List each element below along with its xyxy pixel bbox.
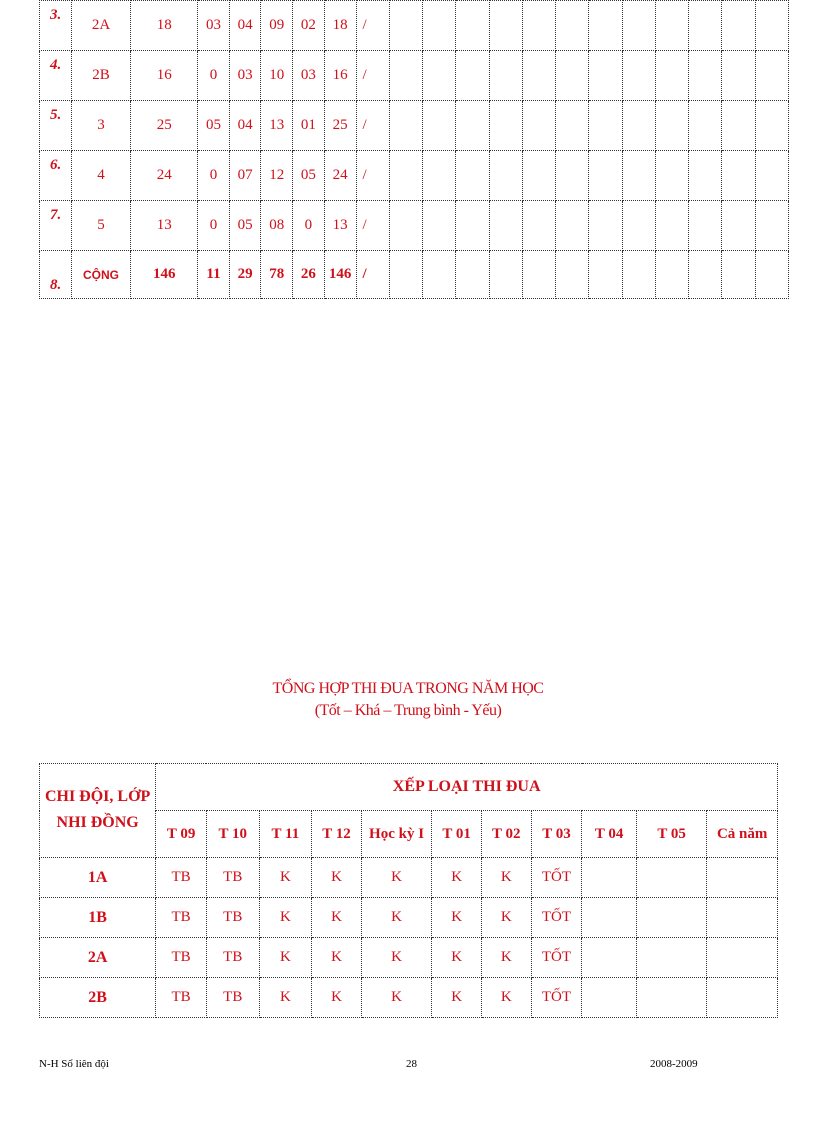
rating-cell: K xyxy=(259,938,312,978)
table-cell: 13 xyxy=(261,101,293,151)
column-header: T 10 xyxy=(206,811,259,858)
rating-cell: K xyxy=(481,938,531,978)
class-name-cell: 3 xyxy=(71,101,130,151)
class-statistics-table xyxy=(39,0,789,299)
rating-cell: K xyxy=(481,978,531,1018)
rating-cell: TB xyxy=(206,858,259,898)
empty-cell xyxy=(722,51,755,101)
rating-cell: TB xyxy=(156,978,207,1018)
table-cell: 05 xyxy=(229,201,261,251)
summary-heading xyxy=(0,678,816,722)
column-header: T 01 xyxy=(432,811,482,858)
empty-cell xyxy=(755,251,788,299)
column-header: T 09 xyxy=(156,811,207,858)
empty-cell xyxy=(722,1,755,51)
table-cell: 02 xyxy=(293,1,325,51)
group-header: XẾP LOẠI THI ĐUA xyxy=(156,764,778,811)
table-cell: 03 xyxy=(293,51,325,101)
rating-cell: K xyxy=(361,898,432,938)
rating-cell xyxy=(582,898,637,938)
empty-cell xyxy=(489,51,522,101)
table-row xyxy=(40,858,778,898)
empty-cell xyxy=(423,51,456,101)
empty-cell xyxy=(655,201,688,251)
rating-cell xyxy=(582,858,637,898)
empty-cell xyxy=(389,51,422,101)
rating-cell: K xyxy=(259,898,312,938)
empty-cell xyxy=(456,51,489,101)
table-cell: 03 xyxy=(229,51,261,101)
empty-cell xyxy=(655,151,688,201)
table-cell: 26 xyxy=(293,251,325,299)
empty-cell xyxy=(456,101,489,151)
summary-title: TỔNG HỢP THI ĐUA TRONG NĂM HỌC xyxy=(272,680,544,697)
empty-cell xyxy=(622,251,655,299)
table-cell: 13 xyxy=(131,201,198,251)
column-header: T 12 xyxy=(312,811,362,858)
empty-cell xyxy=(423,1,456,51)
table-row xyxy=(40,1,789,51)
empty-cell xyxy=(622,101,655,151)
empty-cell xyxy=(689,51,722,101)
table-body xyxy=(40,858,778,1018)
empty-cell xyxy=(489,1,522,51)
empty-cell xyxy=(556,1,589,51)
empty-cell xyxy=(722,251,755,299)
rating-cell xyxy=(707,978,778,1018)
footer-year: 2008-2009 xyxy=(650,1058,698,1070)
row-header xyxy=(40,764,156,858)
table-row xyxy=(40,51,789,101)
empty-cell xyxy=(489,251,522,299)
table-cell: / xyxy=(356,101,389,151)
empty-cell xyxy=(755,201,788,251)
empty-cell xyxy=(689,151,722,201)
table-cell: 08 xyxy=(261,201,293,251)
table-cell: 01 xyxy=(293,101,325,151)
empty-cell xyxy=(389,201,422,251)
empty-cell xyxy=(755,51,788,101)
empty-cell xyxy=(655,51,688,101)
rating-cell: K xyxy=(432,858,482,898)
empty-cell xyxy=(456,251,489,299)
empty-cell xyxy=(423,151,456,201)
rating-cell: TB xyxy=(156,858,207,898)
empty-cell xyxy=(722,201,755,251)
empty-cell xyxy=(589,251,622,299)
empty-cell xyxy=(722,151,755,201)
class-cell: 2A xyxy=(40,938,156,978)
row-number: 5. xyxy=(40,101,72,151)
class-name-cell: 5 xyxy=(71,201,130,251)
rating-cell: TB xyxy=(156,898,207,938)
empty-cell xyxy=(755,101,788,151)
rating-cell: K xyxy=(432,978,482,1018)
row-number: 3. xyxy=(40,1,72,51)
column-header: Cả năm xyxy=(707,811,778,858)
table-cell: 11 xyxy=(198,251,230,299)
rating-cell: K xyxy=(481,858,531,898)
row-number: 6. xyxy=(40,151,72,201)
empty-cell xyxy=(589,101,622,151)
table-cell: 0 xyxy=(198,51,230,101)
column-header: Học kỳ I xyxy=(361,811,432,858)
column-header: T 11 xyxy=(259,811,312,858)
empty-cell xyxy=(423,101,456,151)
rating-cell xyxy=(582,978,637,1018)
table-cell: 18 xyxy=(131,1,198,51)
empty-cell xyxy=(389,1,422,51)
rating-cell: K xyxy=(481,898,531,938)
table-row xyxy=(40,938,778,978)
rating-cell xyxy=(636,858,706,898)
table-cell: 25 xyxy=(131,101,198,151)
table-cell: / xyxy=(356,151,389,201)
rating-cell: TB xyxy=(156,938,207,978)
empty-cell xyxy=(423,201,456,251)
rating-cell: TỐT xyxy=(531,938,582,978)
empty-cell xyxy=(456,201,489,251)
rating-cell xyxy=(582,938,637,978)
table-cell: 18 xyxy=(324,1,356,51)
empty-cell xyxy=(522,1,555,51)
empty-cell xyxy=(689,1,722,51)
table-cell: 07 xyxy=(229,151,261,201)
table-cell: / xyxy=(356,1,389,51)
total-row xyxy=(40,251,789,299)
class-cell: 1B xyxy=(40,898,156,938)
row-header-line1: CHI ĐỘI, LỚP xyxy=(44,788,151,805)
empty-cell xyxy=(589,51,622,101)
empty-cell xyxy=(689,201,722,251)
empty-cell xyxy=(556,51,589,101)
rating-cell xyxy=(707,898,778,938)
row-header-line2: NHI ĐỒNG xyxy=(56,814,139,831)
table-cell: / xyxy=(356,251,389,299)
table-cell: 03 xyxy=(198,1,230,51)
empty-cell xyxy=(589,1,622,51)
empty-cell xyxy=(689,251,722,299)
class-name-cell: CỘNG xyxy=(71,251,130,299)
class-cell: 1A xyxy=(40,858,156,898)
table-cell: 146 xyxy=(131,251,198,299)
table-cell: 16 xyxy=(131,51,198,101)
class-cell: 2B xyxy=(40,978,156,1018)
footer-left: N-H Sổ liên đội xyxy=(39,1058,109,1070)
empty-cell xyxy=(389,251,422,299)
table-cell: 146 xyxy=(324,251,356,299)
rating-cell xyxy=(636,938,706,978)
table-cell: 24 xyxy=(131,151,198,201)
table-cell: 05 xyxy=(293,151,325,201)
table-cell: 04 xyxy=(229,101,261,151)
empty-cell xyxy=(755,151,788,201)
table-row xyxy=(40,151,789,201)
rating-cell: TỐT xyxy=(531,978,582,1018)
table-cell: 25 xyxy=(324,101,356,151)
rating-cell: TB xyxy=(206,898,259,938)
rating-cell: K xyxy=(259,978,312,1018)
competition-summary-table xyxy=(39,763,778,1018)
table-row xyxy=(40,898,778,938)
empty-cell xyxy=(423,251,456,299)
table-cell: 05 xyxy=(198,101,230,151)
class-name-cell: 2A xyxy=(71,1,130,51)
page-number: 28 xyxy=(406,1058,417,1070)
empty-cell xyxy=(389,101,422,151)
table-cell: 29 xyxy=(229,251,261,299)
empty-cell xyxy=(489,151,522,201)
rating-cell: TỐT xyxy=(531,858,582,898)
empty-cell xyxy=(456,1,489,51)
empty-cell xyxy=(522,201,555,251)
table-cell: 04 xyxy=(229,1,261,51)
rating-cell: K xyxy=(361,858,432,898)
rating-cell: K xyxy=(432,938,482,978)
empty-cell xyxy=(389,151,422,201)
row-number: 4. xyxy=(40,51,72,101)
table-body xyxy=(40,1,789,299)
rating-cell: K xyxy=(312,898,362,938)
row-number: 7. xyxy=(40,201,72,251)
empty-cell xyxy=(456,151,489,201)
table-cell: 13 xyxy=(324,201,356,251)
table-row xyxy=(40,201,789,251)
empty-cell xyxy=(655,101,688,151)
rating-cell: K xyxy=(432,898,482,938)
empty-cell xyxy=(622,201,655,251)
rating-cell xyxy=(636,898,706,938)
empty-cell xyxy=(522,101,555,151)
empty-cell xyxy=(655,1,688,51)
table-cell: 78 xyxy=(261,251,293,299)
class-name-cell: 4 xyxy=(71,151,130,201)
table-cell: 0 xyxy=(198,201,230,251)
column-header: T 03 xyxy=(531,811,582,858)
empty-cell xyxy=(522,151,555,201)
table-cell: 16 xyxy=(324,51,356,101)
empty-cell xyxy=(655,251,688,299)
table-cell: 24 xyxy=(324,151,356,201)
empty-cell xyxy=(522,251,555,299)
table-cell: 10 xyxy=(261,51,293,101)
rating-cell: K xyxy=(312,938,362,978)
class-name-cell: 2B xyxy=(71,51,130,101)
rating-cell xyxy=(707,858,778,898)
table-row xyxy=(40,978,778,1018)
empty-cell xyxy=(556,151,589,201)
rating-cell: K xyxy=(361,938,432,978)
column-header: T 02 xyxy=(481,811,531,858)
empty-cell xyxy=(589,151,622,201)
empty-cell xyxy=(622,151,655,201)
empty-cell xyxy=(589,201,622,251)
table-cell: 0 xyxy=(293,201,325,251)
table-cell: 0 xyxy=(198,151,230,201)
rating-cell xyxy=(707,938,778,978)
column-header: T 05 xyxy=(636,811,706,858)
rating-cell: TB xyxy=(206,978,259,1018)
empty-cell xyxy=(489,101,522,151)
rating-cell: TB xyxy=(206,938,259,978)
table-cell: 12 xyxy=(261,151,293,201)
row-number: 8. xyxy=(40,251,72,299)
table-cell: / xyxy=(356,51,389,101)
empty-cell xyxy=(755,1,788,51)
table-cell: / xyxy=(356,201,389,251)
empty-cell xyxy=(689,101,722,151)
rating-cell xyxy=(636,978,706,1018)
rating-cell: K xyxy=(312,858,362,898)
empty-cell xyxy=(556,201,589,251)
empty-cell xyxy=(522,51,555,101)
table-row xyxy=(40,101,789,151)
table-cell: 09 xyxy=(261,1,293,51)
empty-cell xyxy=(556,101,589,151)
rating-cell: K xyxy=(312,978,362,1018)
summary-subtitle: (Tốt – Khá – Trung bình - Yếu) xyxy=(314,702,502,719)
column-header: T 04 xyxy=(582,811,637,858)
empty-cell xyxy=(622,51,655,101)
empty-cell xyxy=(622,1,655,51)
empty-cell xyxy=(556,251,589,299)
empty-cell xyxy=(489,201,522,251)
rating-cell: K xyxy=(259,858,312,898)
empty-cell xyxy=(722,101,755,151)
rating-cell: TỐT xyxy=(531,898,582,938)
rating-cell: K xyxy=(361,978,432,1018)
